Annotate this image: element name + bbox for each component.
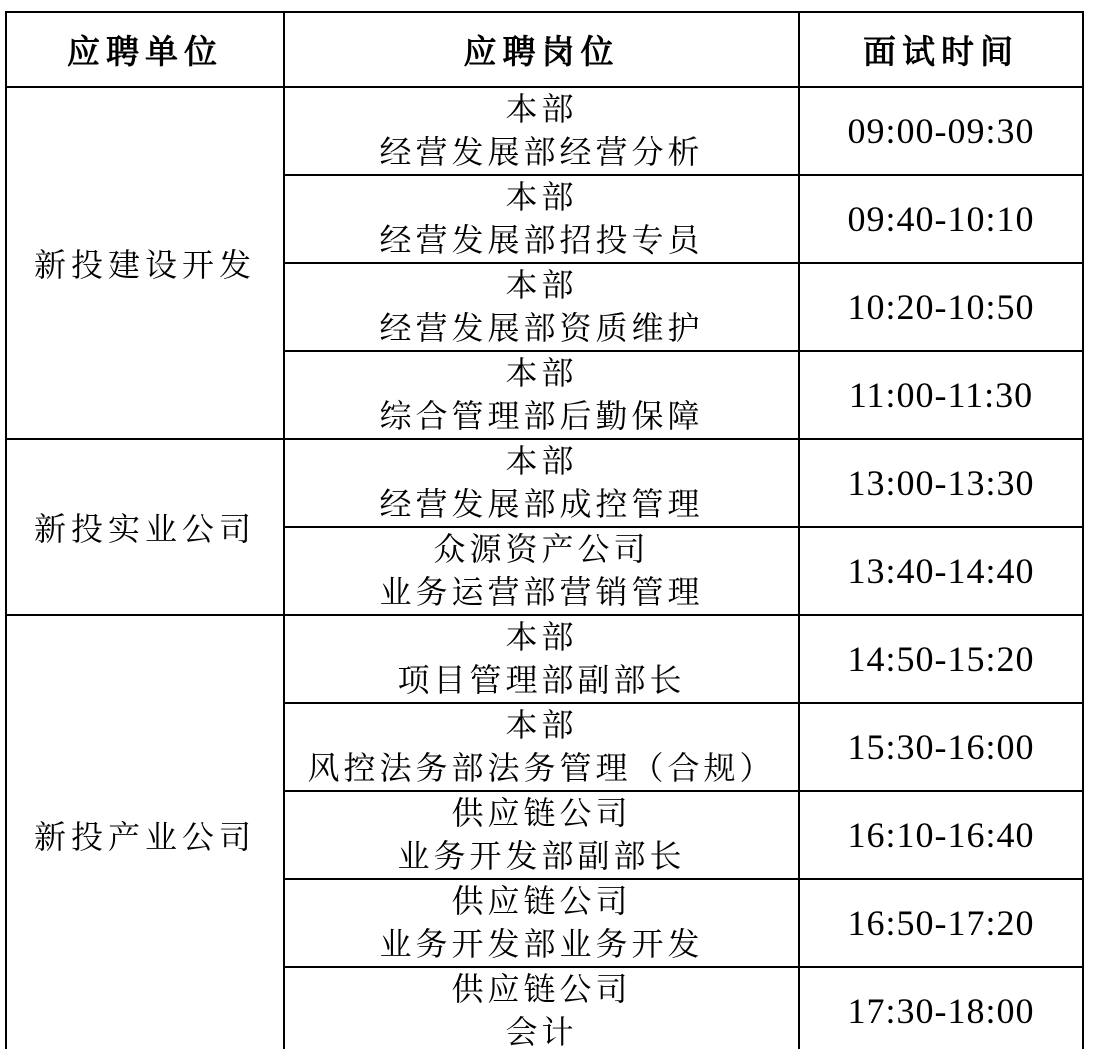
header-position-column: 应聘岗位 (284, 12, 799, 87)
time-cell: 11:00-11:30 (799, 351, 1083, 439)
position-cell (284, 439, 799, 527)
position-line-1: 本部 (505, 707, 578, 743)
position-line-1: 供应链公司 (451, 883, 632, 919)
unit-cell-group-1: 新投建设开发 (6, 87, 284, 439)
position-line-2: 经营发展部经营分析 (379, 134, 704, 170)
time-cell: 09:40-10:10 (799, 175, 1083, 263)
position-cell (284, 527, 799, 615)
header-time-column: 面试时间 (799, 12, 1083, 87)
position-line-2: 业务运营部营销管理 (379, 574, 704, 610)
position-cell (284, 175, 799, 263)
position-line-2: 经营发展部招投专员 (379, 222, 704, 258)
table-row (6, 87, 1083, 175)
time-cell: 13:40-14:40 (799, 527, 1083, 615)
position-cell (284, 703, 799, 791)
table-header-row (6, 12, 1083, 87)
position-line-2: 风控法务部法务管理（合规） (307, 750, 776, 786)
position-line-1: 本部 (505, 179, 578, 215)
time-cell: 16:50-17:20 (799, 879, 1083, 967)
position-line-1: 本部 (505, 443, 578, 479)
position-line-2: 项目管理部副部长 (397, 662, 686, 698)
position-line-1: 供应链公司 (451, 971, 632, 1007)
position-line-2: 经营发展部成控管理 (379, 486, 704, 522)
position-cell (284, 351, 799, 439)
table-row (6, 439, 1083, 527)
table-row (6, 615, 1083, 703)
unit-cell-group-2: 新投实业公司 (6, 439, 284, 615)
time-cell: 15:30-16:00 (799, 703, 1083, 791)
position-cell (284, 87, 799, 175)
position-line-2: 经营发展部资质维护 (379, 310, 704, 346)
position-cell (284, 791, 799, 879)
unit-cell-group-3: 新投产业公司 (6, 615, 284, 1049)
position-cell (284, 263, 799, 351)
time-cell: 10:20-10:50 (799, 263, 1083, 351)
position-line-1: 本部 (505, 355, 578, 391)
position-cell (284, 967, 799, 1049)
position-line-1: 本部 (505, 267, 578, 303)
position-line-2: 会计 (505, 1014, 578, 1049)
time-cell: 16:10-16:40 (799, 791, 1083, 879)
position-line-1: 本部 (505, 619, 578, 655)
time-cell: 09:00-09:30 (799, 87, 1083, 175)
position-line-2: 业务开发部业务开发 (379, 926, 704, 962)
header-unit-column: 应聘单位 (6, 12, 284, 87)
position-line-1: 众源资产公司 (433, 531, 650, 567)
position-line-1: 本部 (505, 91, 578, 127)
time-cell: 13:00-13:30 (799, 439, 1083, 527)
position-line-2: 业务开发部副部长 (397, 838, 686, 874)
time-cell: 17:30-18:00 (799, 967, 1083, 1049)
position-cell (284, 879, 799, 967)
position-line-1: 供应链公司 (451, 795, 632, 831)
interview-schedule-table (5, 11, 1084, 1049)
time-cell: 14:50-15:20 (799, 615, 1083, 703)
position-line-2: 综合管理部后勤保障 (379, 398, 704, 434)
position-cell (284, 615, 799, 703)
